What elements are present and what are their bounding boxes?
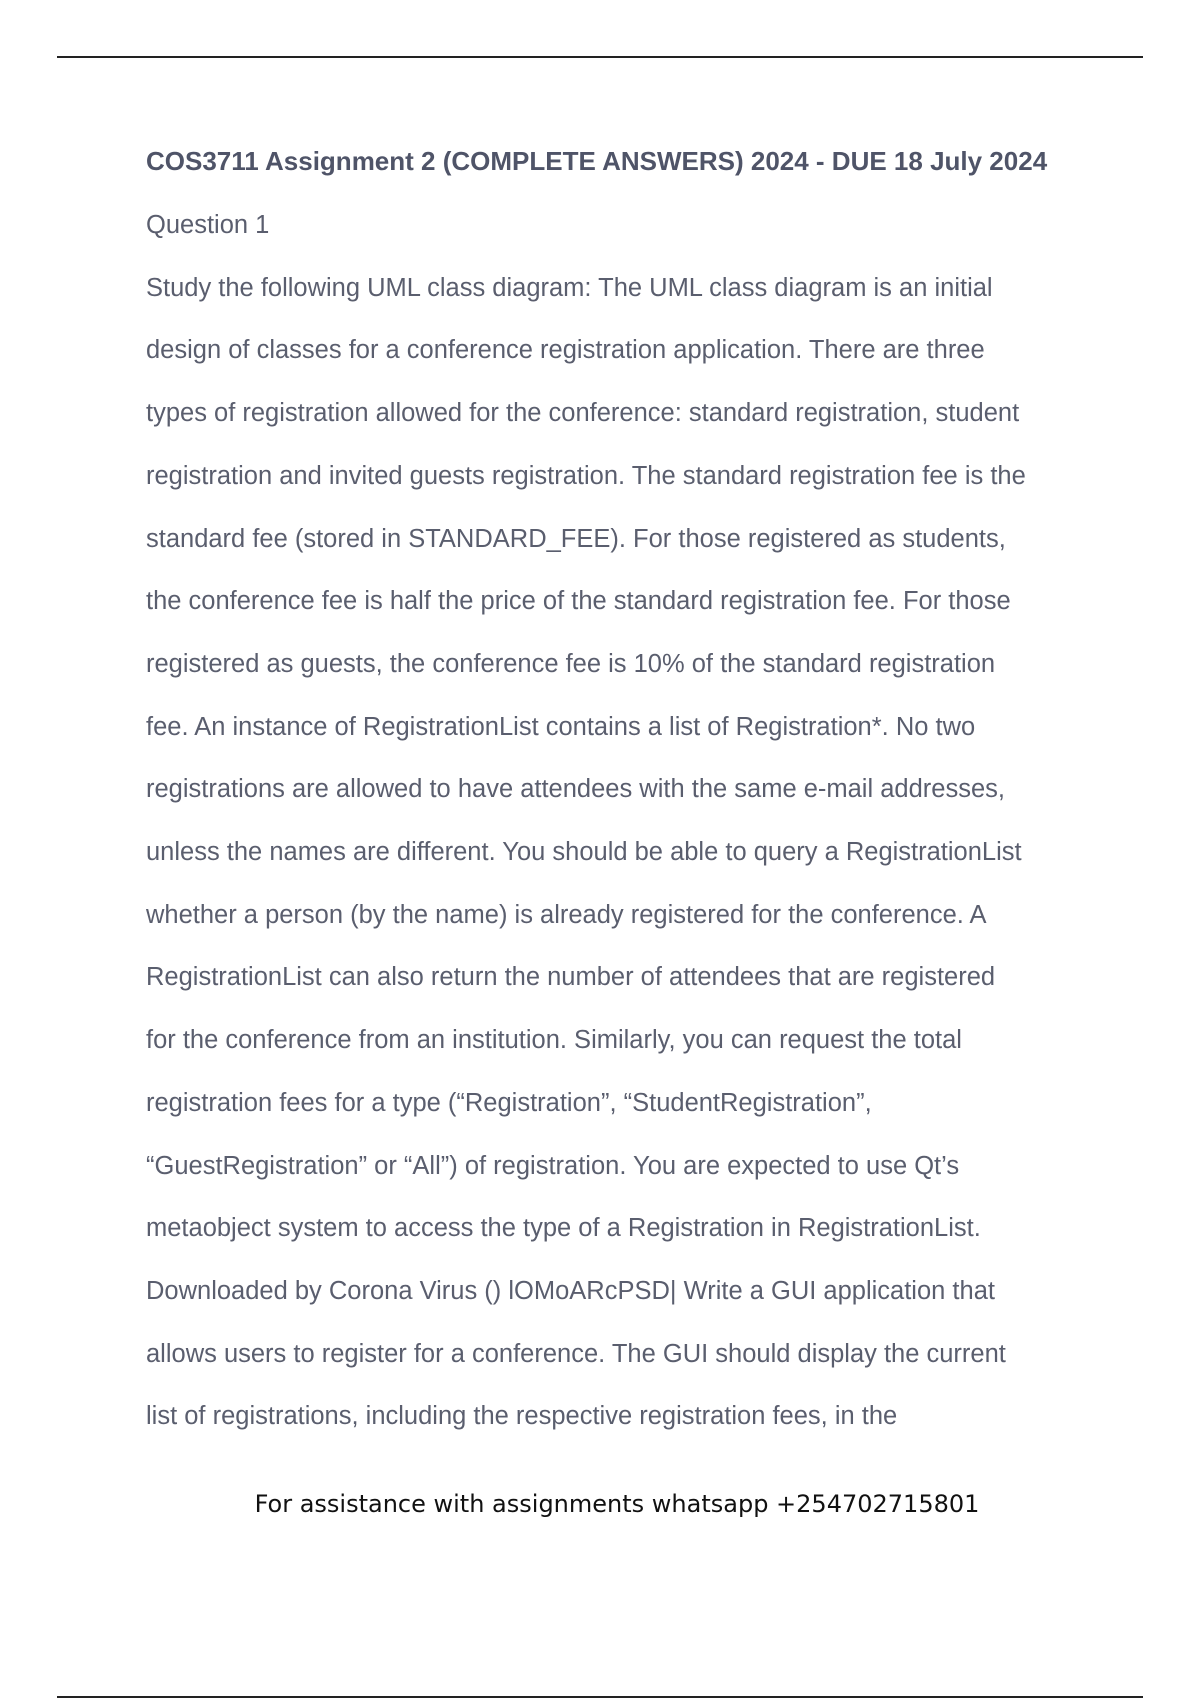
text-line: standard fee (stored in STANDARD_FEE). For those registered as students, — [146, 524, 1006, 553]
text-line: “GuestRegistration” or “All”) of registration. You are expected to use Qt’s — [146, 1151, 960, 1180]
text-line: list of registrations, including the respective registration fees, in the — [146, 1402, 898, 1431]
text-line: registration fees for a type (“Registration”, “StudentRegistration”, — [146, 1088, 872, 1117]
text-line: Study the following UML class diagram: The UML class diagram is an initial — [146, 273, 993, 302]
text-line: unless the names are different. You should be able to query a RegistrationList — [146, 838, 1022, 867]
text-line: registrations are allowed to have attendees with the same e-mail addresses, — [146, 775, 1005, 804]
text-line: fee. An instance of RegistrationList contains a list of Registration*. No two — [146, 712, 976, 741]
text-line: Question 1 — [146, 211, 270, 239]
text-line: whether a person (by the name) is already registered for the conference. A — [146, 900, 987, 929]
bottom-divider — [57, 1696, 1143, 1698]
document-title: COS3711 Assignment 2 (COMPLETE ANSWERS) 2024 - DUE 18 July 2024 — [146, 146, 1048, 176]
document-body — [146, 136, 1146, 1448]
text-line: Downloaded by Corona Virus () lOMoARcPSD| Write a GUI application that — [146, 1276, 995, 1305]
text-line: design of classes for a conference registration application. There are three — [146, 336, 985, 365]
text-line: registration and invited guests registration. The standard registration fee is the — [146, 461, 1026, 490]
top-divider — [57, 56, 1143, 58]
text-line: for the conference from an institution. Similarly, you can request the total — [146, 1026, 962, 1055]
assistance-footer-note: For assistance with assignments whatsapp +254702715801 — [254, 1490, 980, 1518]
text-line: metaobject system to access the type of a Registration in RegistrationList. — [146, 1214, 981, 1243]
text-line: RegistrationList can also return the number of attendees that are registered — [146, 963, 996, 992]
text-line: registered as guests, the conference fee is 10% of the standard registration — [146, 649, 996, 678]
text-line: the conference fee is half the price of the standard registration fee. For those — [146, 587, 1011, 616]
text-line: types of registration allowed for the conference: standard registration, student — [146, 399, 1020, 428]
text-line: allows users to register for a conference. The GUI should display the current — [146, 1339, 1006, 1368]
